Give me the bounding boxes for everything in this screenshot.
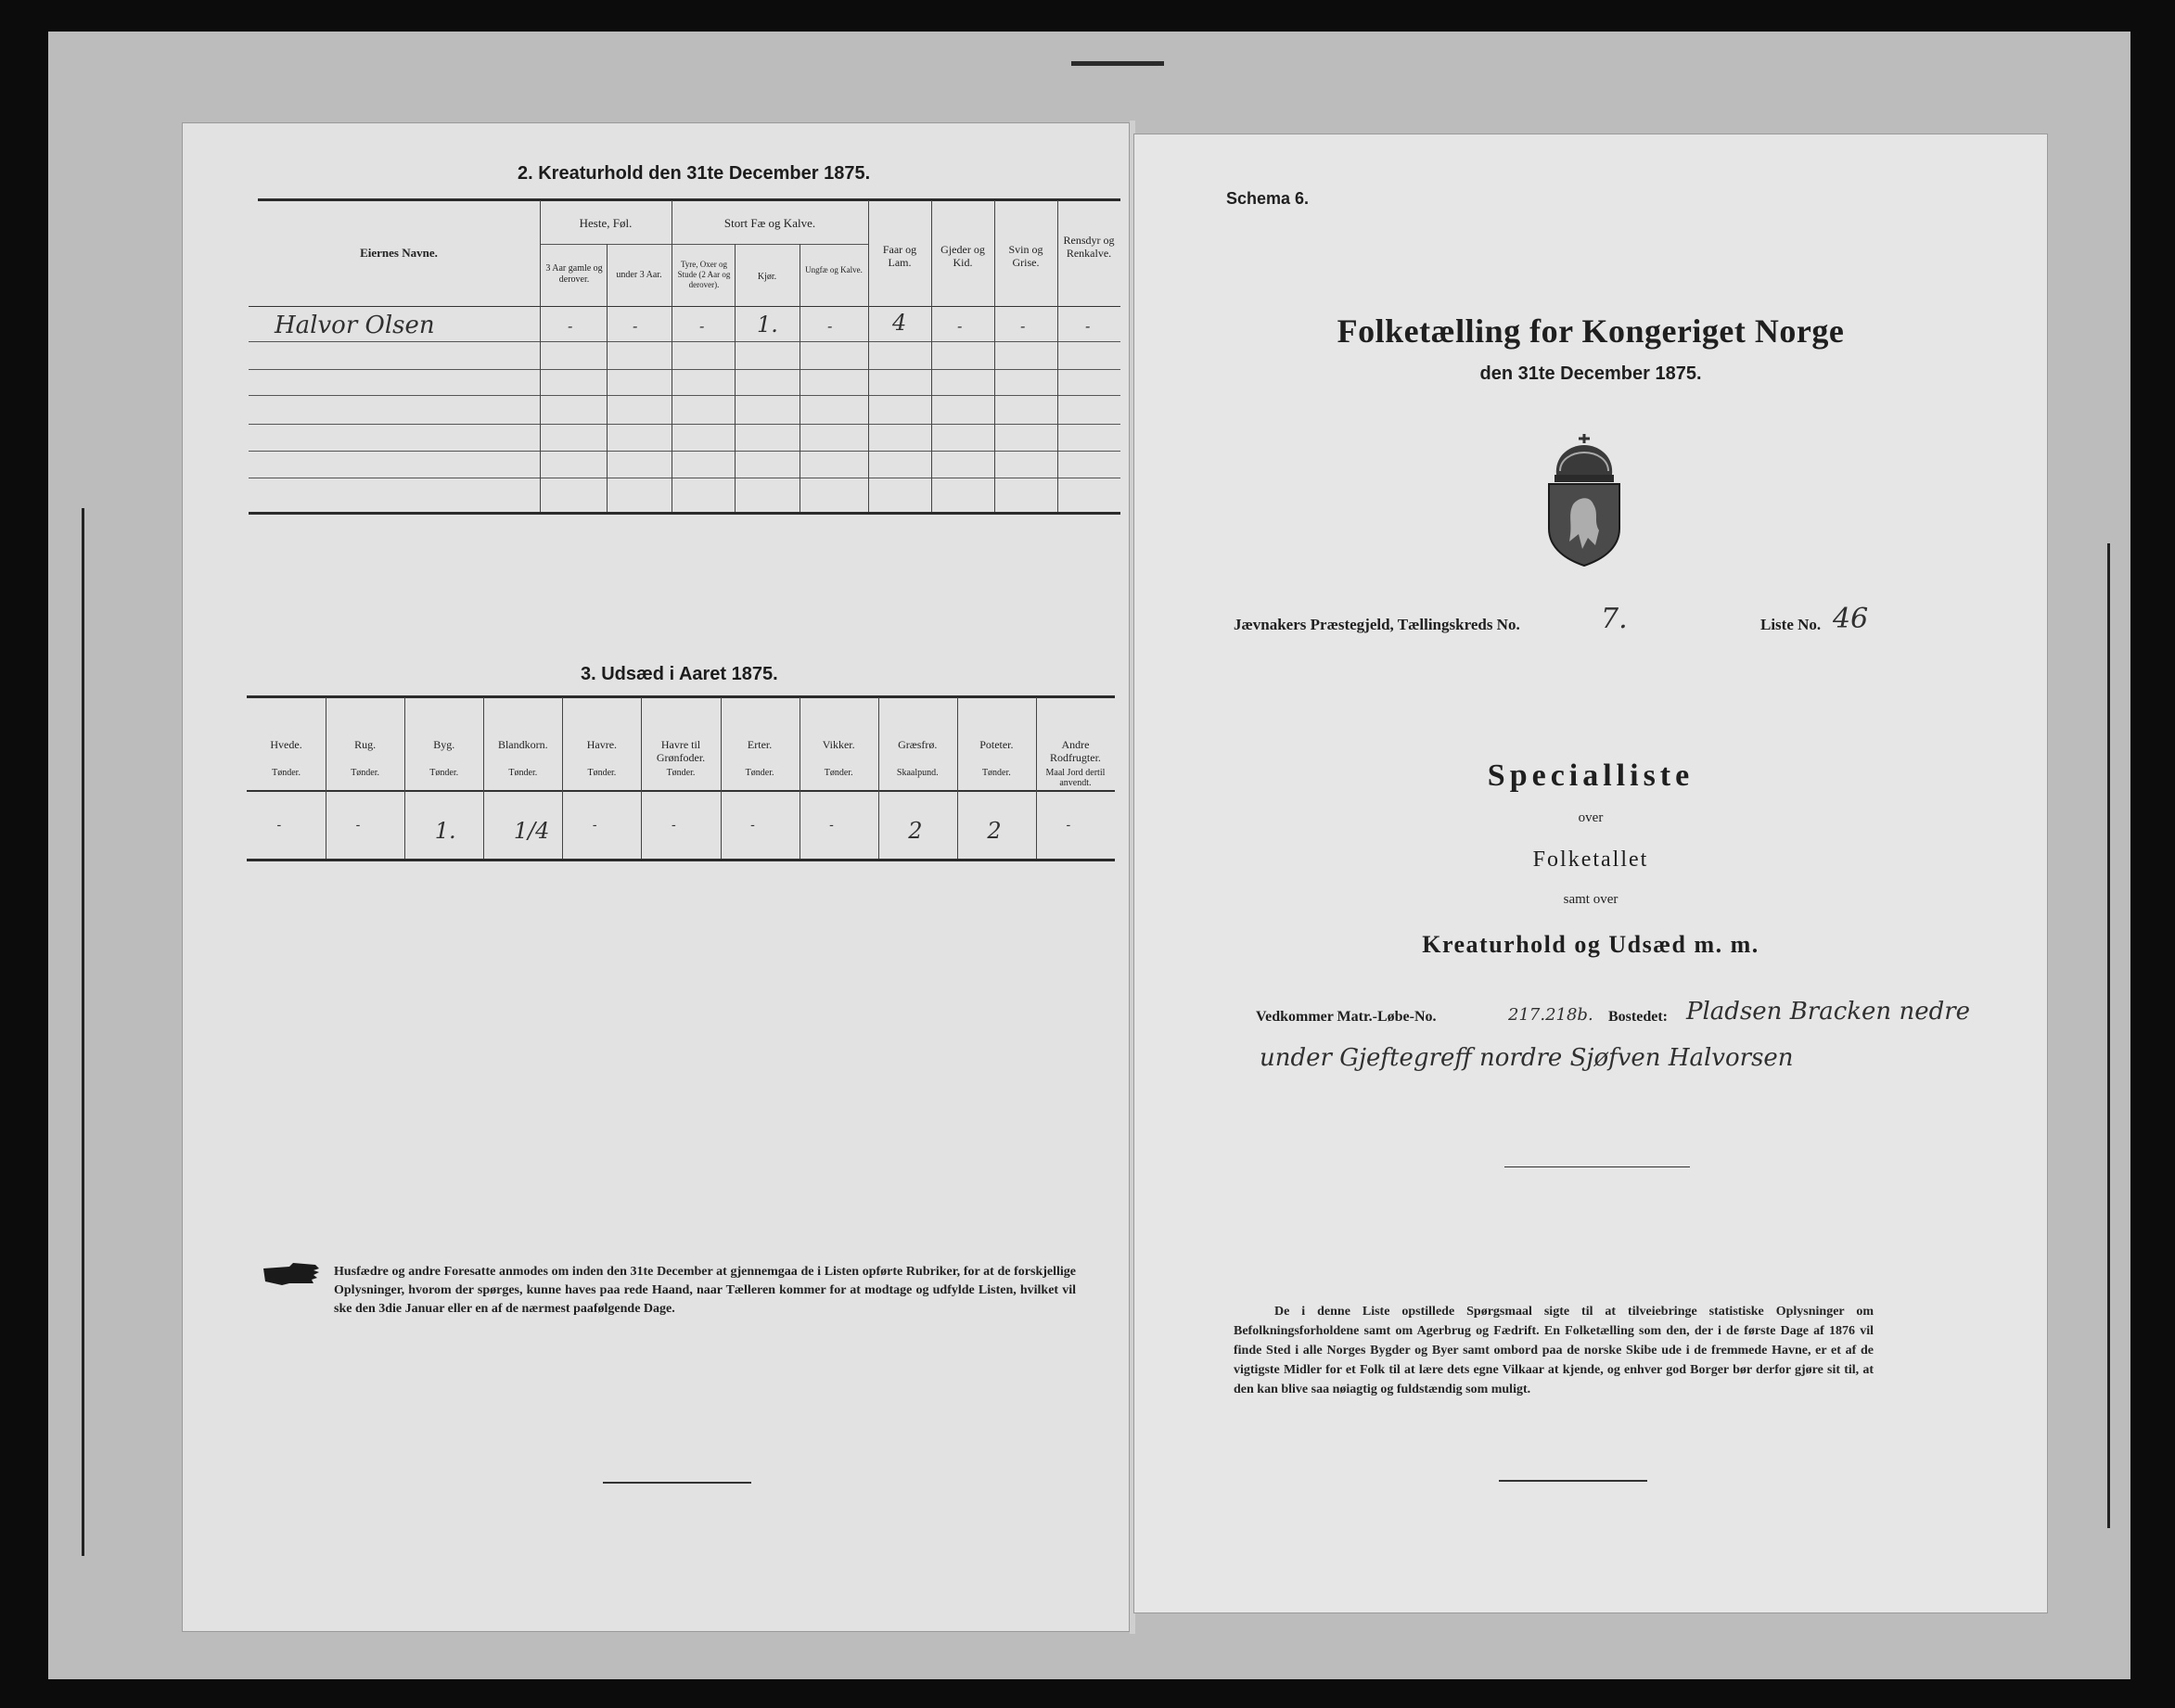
crop-value: - bbox=[355, 818, 361, 833]
bostedet-value: Pladsen Bracken nedre bbox=[1686, 998, 1971, 1026]
column-divider bbox=[994, 200, 995, 512]
section3-title: 3. Udsæd i Aaret 1875. bbox=[581, 664, 778, 684]
crop-value: 1/4 bbox=[513, 818, 550, 844]
row-rule bbox=[249, 341, 1120, 342]
district-label: Tællingskreds No. bbox=[1397, 616, 1520, 633]
crop-value: 2 bbox=[987, 818, 1002, 844]
section2-title: 2. Kreaturhold den 31te December 1875. bbox=[518, 163, 871, 184]
table-top-rule bbox=[258, 198, 1120, 201]
heste-b-value: - bbox=[633, 317, 638, 335]
column-divider bbox=[540, 200, 541, 512]
header-rensdyr: Rensdyr og Renkalve. bbox=[1063, 234, 1115, 260]
header-rule bbox=[247, 790, 1115, 792]
stort-c-value: - bbox=[827, 317, 833, 335]
instruction-paragraph bbox=[1234, 1302, 1874, 1399]
row-rule bbox=[249, 369, 1120, 370]
column-divider bbox=[868, 200, 869, 512]
crop-unit: Skaalpund. bbox=[896, 768, 939, 778]
crop-value: - bbox=[1066, 818, 1071, 833]
district-number: 7. bbox=[1601, 603, 1628, 635]
column-divider bbox=[878, 697, 879, 859]
right-end-rule bbox=[1499, 1480, 1647, 1482]
header-svin: Svin og Grise. bbox=[1008, 243, 1043, 269]
crop-value: 1. bbox=[434, 818, 456, 844]
column-divider bbox=[641, 697, 642, 859]
header-faar: Faar og Lam. bbox=[882, 243, 917, 269]
crop-header: Rug. bbox=[354, 738, 377, 751]
stort-a-value: - bbox=[699, 317, 705, 335]
crop-unit: Tønder. bbox=[587, 768, 617, 778]
header-stort-a: Tyre, Oxer og Stude (2 Aar og derover). bbox=[677, 260, 731, 289]
top-mark bbox=[1071, 61, 1164, 66]
header-heste: Heste, Føl. bbox=[579, 216, 633, 230]
crop-value: 2 bbox=[908, 818, 923, 844]
schema-label: Schema 6. bbox=[1226, 189, 1310, 208]
column-divider bbox=[483, 697, 484, 859]
owner-name: Halvor Olsen bbox=[275, 312, 435, 339]
header-stort-c: Ungfæ og Kalve. bbox=[805, 265, 863, 274]
crop-header: Erter. bbox=[747, 738, 773, 751]
header-owner: Eiernes Navne. bbox=[360, 246, 438, 260]
crop-header: Blandkorn. bbox=[497, 738, 548, 751]
header-stort-b: Kjør. bbox=[757, 272, 777, 282]
stort-b-value: 1. bbox=[757, 312, 778, 338]
rensdyr-value: - bbox=[1085, 317, 1091, 335]
folketallet-label: Folketallet bbox=[1532, 848, 1649, 872]
crop-value: - bbox=[750, 818, 755, 833]
matr-label: Vedkommer Matr.-Løbe-No. bbox=[1256, 1009, 1437, 1025]
list-number: 46 bbox=[1833, 603, 1869, 635]
instruction-text: De i denne Liste opstillede Spørgsmaal sigte til at tilveiebringe statistiske Oplysninger om Befolkningsforholdene samt om Agerbrug og Fædrift. En Folketælling som den, der i de første Dage af 1876 vil finde Sted i alle Norges Bygder og Byer samt ombord paa de norske Skibe ude i de fremmede Havne, er et af de vigtigste Midler for et Folk til at lære dets egne Vilkaar at kjende, og enhver god Borger bør derfor gjøre sit til, at den kan blive saa nøiagtig og fuldstændig som muligt. bbox=[1234, 1305, 1874, 1396]
right-middle-rule bbox=[1504, 1166, 1690, 1167]
crop-value: - bbox=[276, 818, 282, 833]
crop-unit: Tønder. bbox=[429, 768, 459, 778]
header-heste-a: 3 Aar gamle og derover. bbox=[545, 263, 603, 285]
crop-value: - bbox=[592, 818, 597, 833]
bostedet-label: Bostedet: bbox=[1608, 1009, 1668, 1025]
column-divider bbox=[735, 244, 736, 512]
crop-header: Havre. bbox=[586, 738, 618, 751]
bostedet-line2: under Gjeftegreff nordre Sjøfven Halvorsen bbox=[1260, 1044, 1794, 1072]
over-label: over bbox=[1578, 810, 1604, 825]
heste-a-value: - bbox=[568, 317, 573, 335]
matr-number: 217.218b. bbox=[1508, 1005, 1593, 1025]
header-stort: Stort Fæ og Kalve. bbox=[723, 216, 816, 230]
crop-header: Byg. bbox=[433, 738, 455, 751]
header-rule bbox=[249, 306, 1120, 307]
gjeder-value: - bbox=[957, 317, 963, 335]
crop-unit: Tønder. bbox=[666, 768, 696, 778]
sub-header-rule bbox=[540, 244, 868, 245]
parish-prefix: Jævnakers Præstegjeld, bbox=[1234, 616, 1394, 633]
crop-unit: Tønder. bbox=[981, 768, 1011, 778]
table-bottom-rule bbox=[249, 512, 1120, 515]
kreaturhold-label: Kreaturhold og Udsæd m. m. bbox=[1422, 931, 1759, 958]
census-title: Folketælling for Kongeriget Norge bbox=[1337, 312, 1845, 350]
column-divider bbox=[721, 697, 722, 859]
left-margin-mark bbox=[82, 508, 84, 1556]
crop-header: Vikker. bbox=[822, 738, 855, 751]
coat-of-arms-icon bbox=[1542, 430, 1627, 569]
crop-header: Græsfrø. bbox=[898, 738, 938, 751]
crop-value: - bbox=[829, 818, 834, 833]
faar-value: 4 bbox=[892, 310, 907, 336]
column-divider bbox=[404, 697, 405, 859]
row-rule bbox=[249, 451, 1120, 452]
crop-header: Andre Rodfrugter. bbox=[1049, 738, 1101, 764]
parish-line bbox=[1234, 616, 1520, 634]
crop-header: Poteter. bbox=[979, 738, 1014, 751]
column-divider bbox=[931, 200, 932, 512]
row-rule bbox=[249, 424, 1120, 425]
right-margin-mark bbox=[2107, 543, 2110, 1528]
crop-header: Hvede. bbox=[270, 738, 302, 751]
left-page bbox=[182, 122, 1130, 1632]
row-rule bbox=[249, 395, 1120, 396]
crop-unit: Tønder. bbox=[351, 768, 380, 778]
crop-unit: Tønder. bbox=[272, 768, 301, 778]
header-heste-b: under 3 Aar. bbox=[616, 270, 662, 280]
notice-text: Husfædre og andre Foresatte anmodes om inden den 31te December at gjennemgaa de i Listen opførte Rubriker, for at de forskjellige Oplysninger, hvorom der spørges, kunne haves paa rede Haand, naar Tælleren kommer for at modtage og udfylde Listen, hvilket vil ske den 3die Januar eller en af de nærmest paafølgende Dage. bbox=[334, 1265, 1076, 1316]
crop-unit: Maal Jord dertil anvendt. bbox=[1045, 768, 1106, 788]
spec-title: Specialliste bbox=[1487, 758, 1695, 793]
header-gjeder: Gjeder og Kid. bbox=[940, 243, 985, 269]
pointing-hand-icon bbox=[262, 1261, 323, 1287]
crop-unit: Tønder. bbox=[745, 768, 774, 778]
crop-unit: Tønder. bbox=[824, 768, 853, 778]
samt-over-label: samt over bbox=[1563, 892, 1618, 907]
column-divider bbox=[957, 697, 958, 859]
column-divider bbox=[562, 697, 563, 859]
column-divider bbox=[607, 244, 608, 512]
column-divider bbox=[1036, 697, 1037, 859]
crop-value: - bbox=[672, 818, 676, 833]
left-end-rule bbox=[603, 1482, 751, 1484]
table-bottom-rule bbox=[247, 859, 1115, 861]
list-label: Liste No. bbox=[1760, 616, 1822, 633]
crop-unit: Tønder. bbox=[508, 768, 538, 778]
table-top-rule bbox=[247, 695, 1115, 698]
crop-header: Havre til Grønfoder. bbox=[656, 738, 706, 764]
svin-value: - bbox=[1020, 317, 1026, 335]
census-date: den 31te December 1875. bbox=[1479, 363, 1702, 384]
